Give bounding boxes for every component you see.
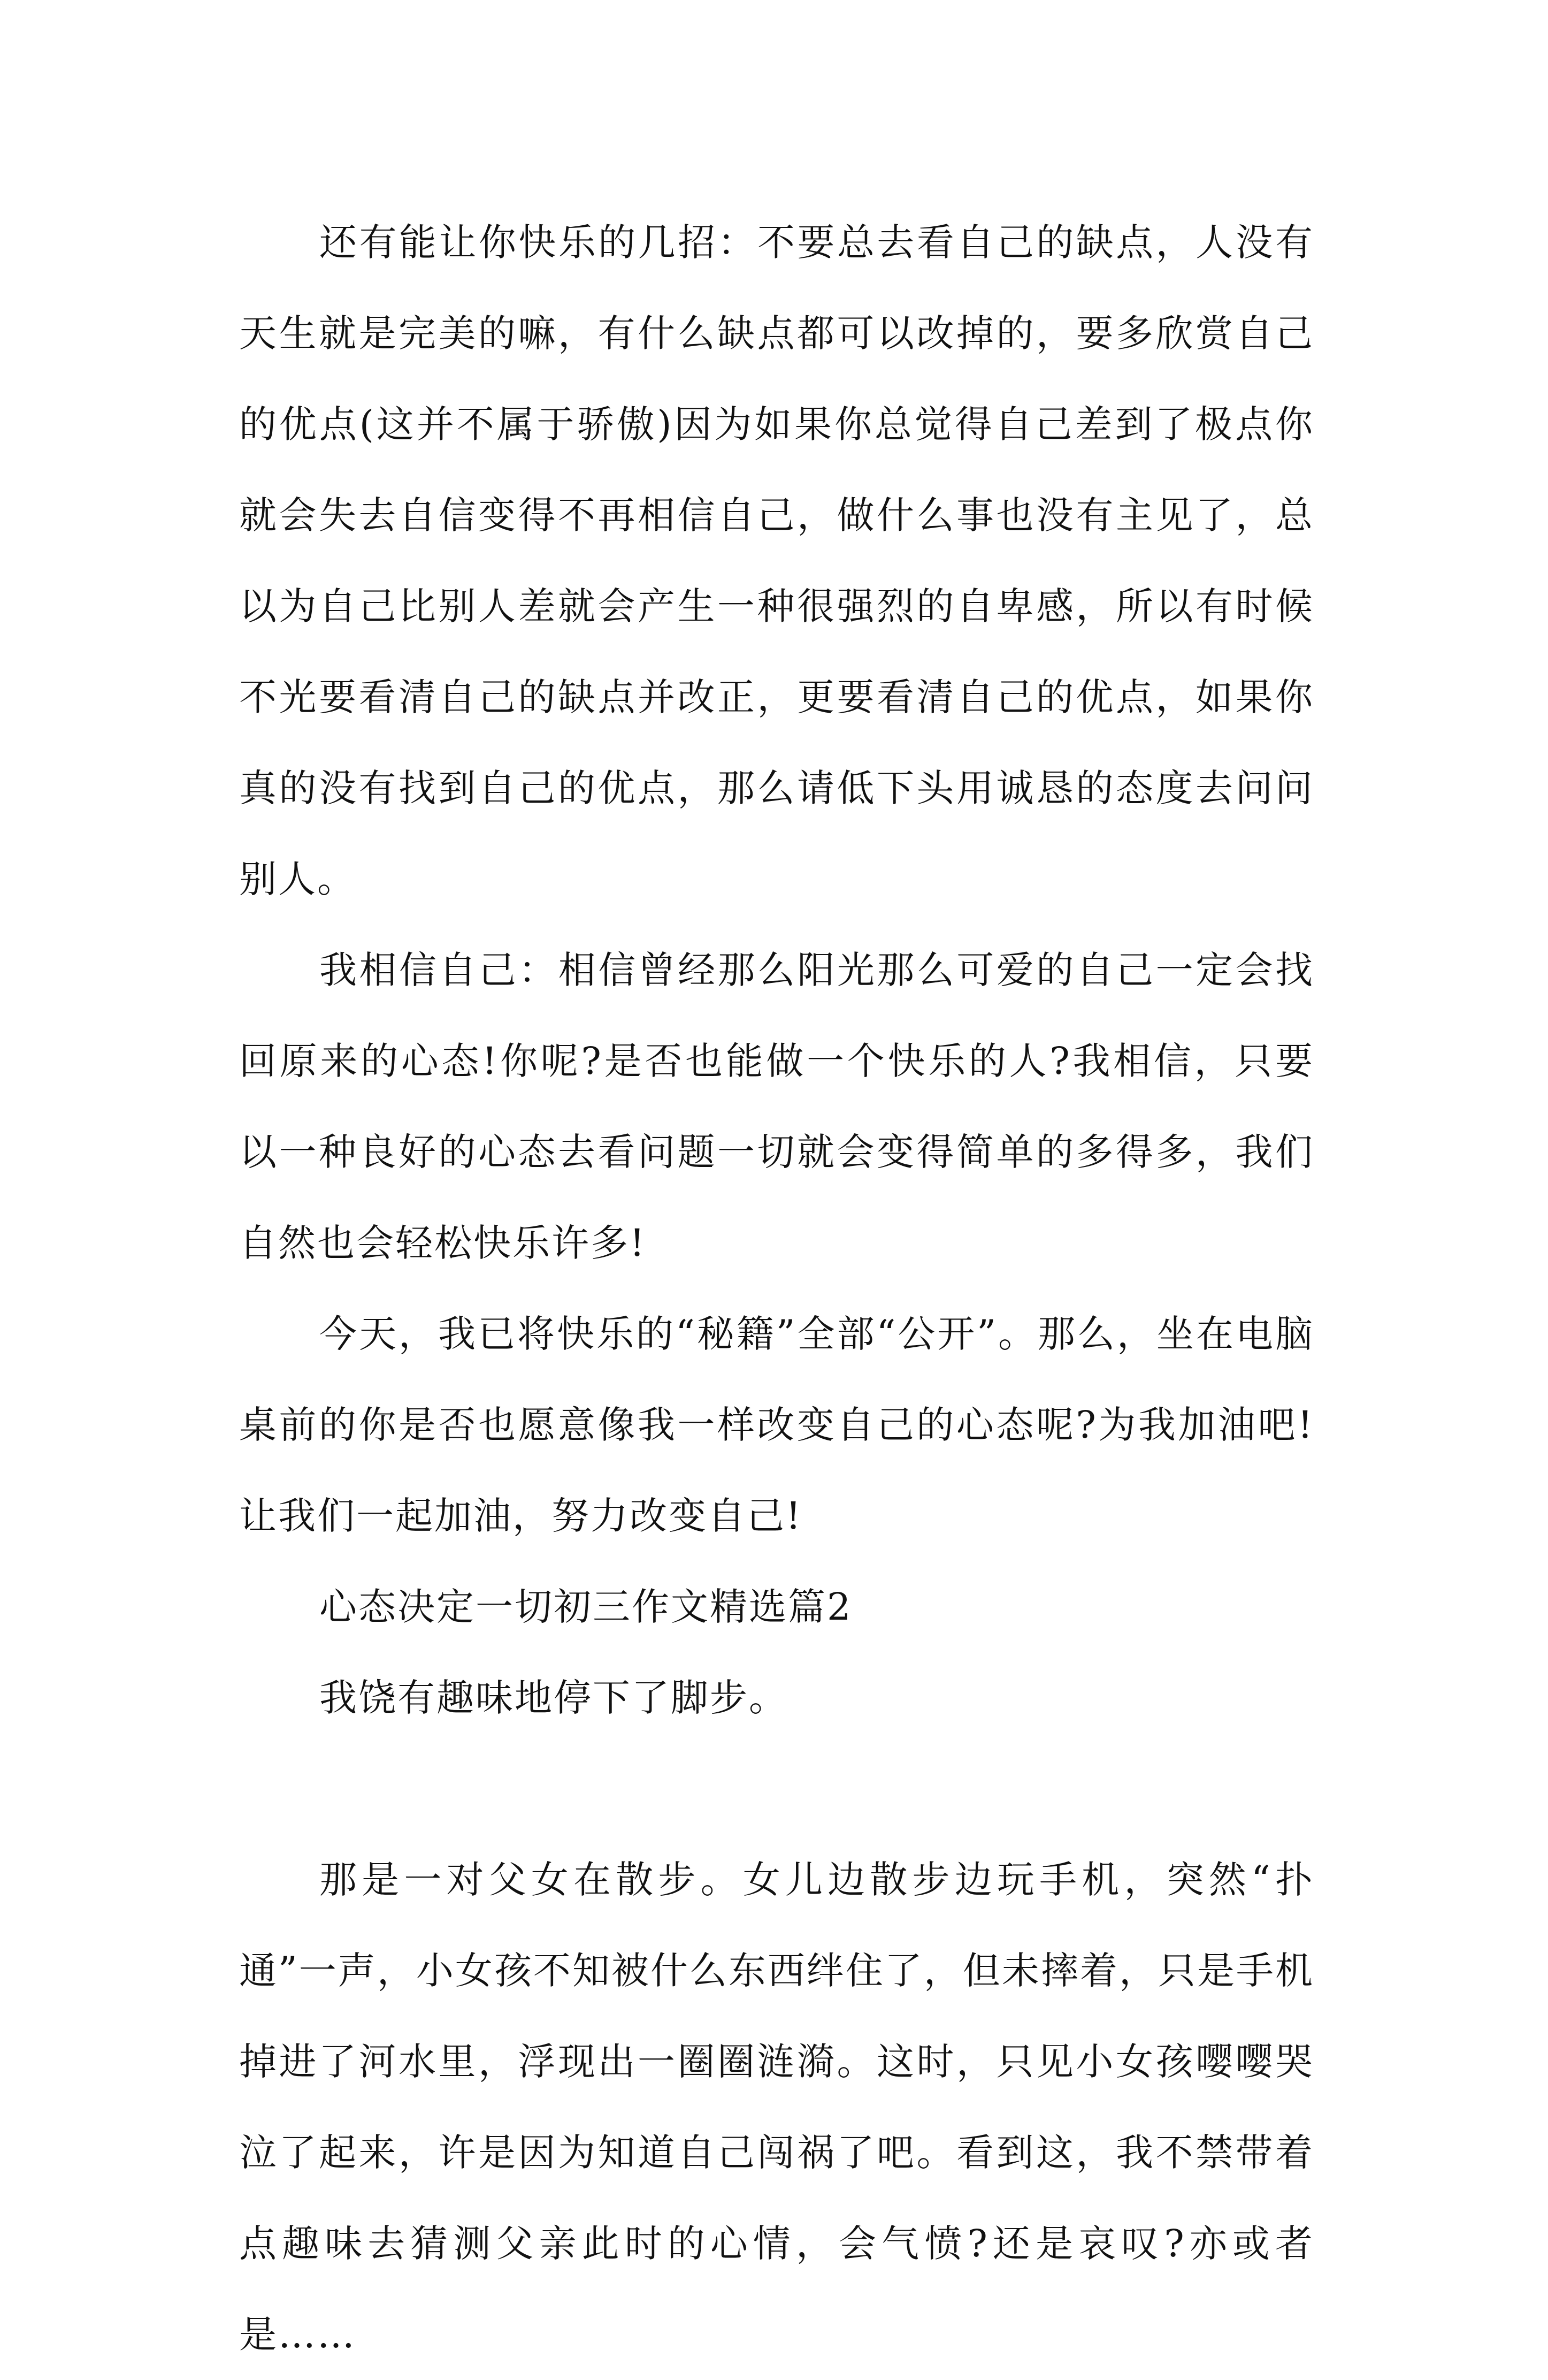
paragraph-father-daughter: 那是一对父女在散步。女儿边散步边玩手机，突然“扑通”一声，小女孩不知被什么东西绊住了，但未摔着，只是手机掉进了河水里，浮现出一圈圈涟漪。这时，只见小女孩嘤嘤哭泣了起来，许是因为知道自己闯祸了吧。看到这，我不禁带着点趣味去猜测父亲此时的心情，会气愤?还是哀叹?亦或者是…… bbox=[239, 1858, 1314, 2356]
intro-line: 我饶有趣味地停下了脚步。 bbox=[319, 1676, 788, 1720]
paragraph-secrets-public: 今天，我已将快乐的“秘籍”全部“公开”。那么，坐在电脑桌前的你是否也愿意像我一样改变自己的心态呢?为我加油吧!让我们一起加油，努力改变自己! bbox=[239, 1312, 1314, 1538]
paragraph-believe-in-self: 我相信自己：相信曾经那么阳光那么可爱的自己一定会找回原来的心态!你呢?是否也能做一个快乐的人?我相信，只要以一种良好的心态去看问题一切就会变得简单的多得多，我们自然也会轻松快乐许多! bbox=[239, 948, 1314, 1265]
section-title: 心态决定一切初三作文精选篇2 bbox=[319, 1585, 853, 1629]
paragraph-self-appreciation: 还有能让你快乐的几招：不要总去看自己的缺点，人没有天生就是完美的嘛，有什么缺点都可以改掉的，要多欣赏自己的优点(这并不属于骄傲)因为如果你总觉得自己差到了极点你就会失去自信变得不再相信自己，做什么事也没有主见了，总以为自己比别人差就会产生一种很强烈的自卑感，所以有时候不光要看清自己的缺点并改正，更要看清自己的优点，如果你真的没有找到自己的优点，那么请低下头用诚恳的态度去问问别人。 bbox=[239, 220, 1314, 901]
paragraph-spacer bbox=[239, 1743, 1314, 1834]
document-body bbox=[239, 197, 1314, 2380]
